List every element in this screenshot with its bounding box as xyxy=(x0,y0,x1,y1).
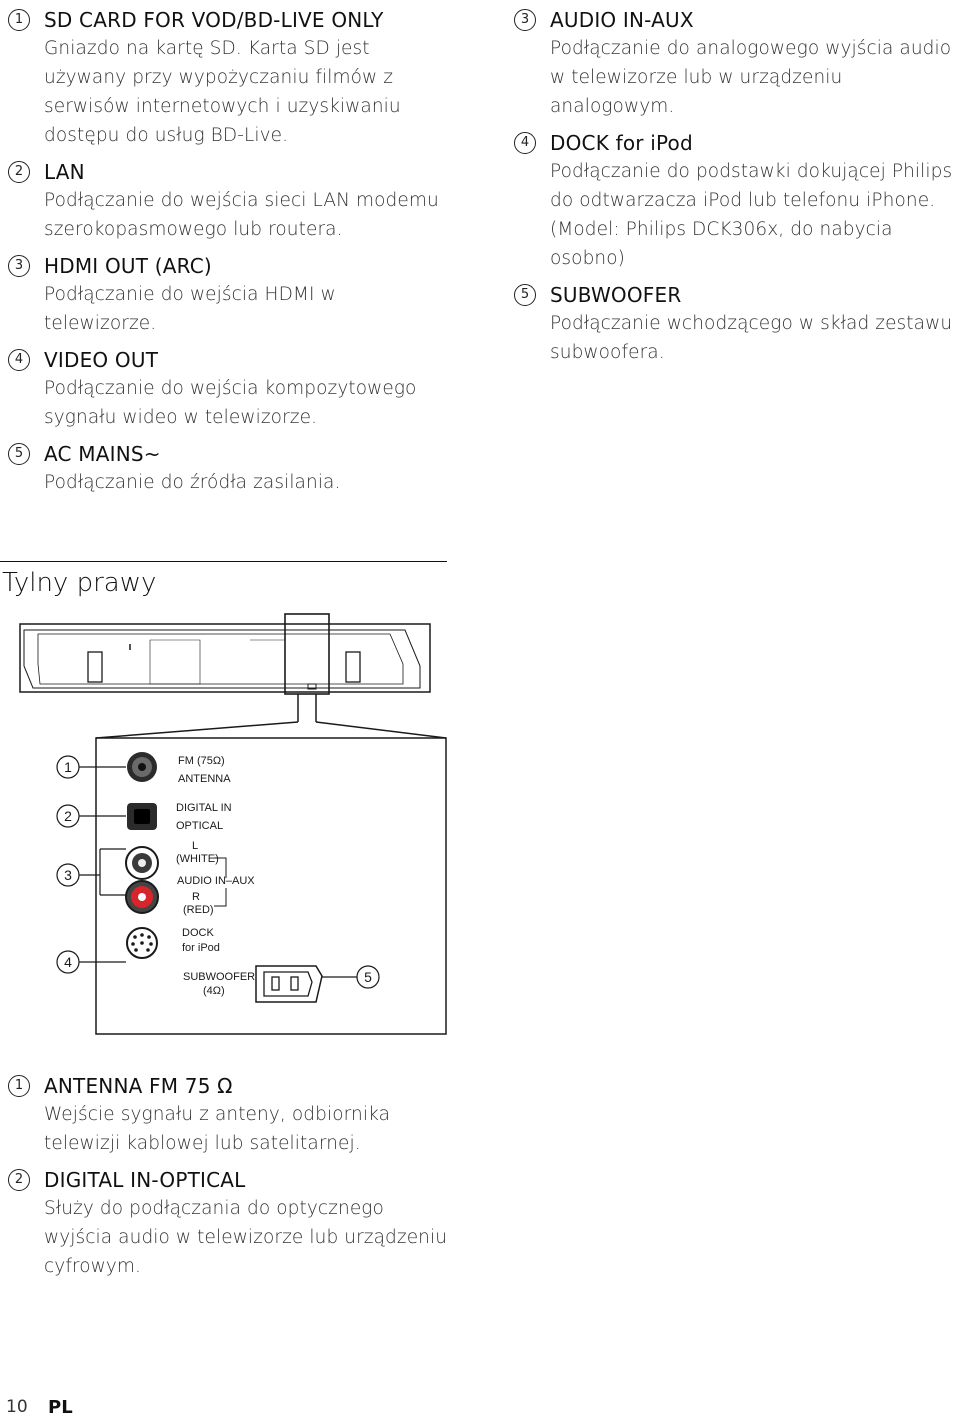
label-white: (WHITE) xyxy=(176,853,219,865)
callout-number: 1 xyxy=(8,9,30,31)
label-digital-in: DIGITAL IN xyxy=(176,802,232,814)
label-r: R xyxy=(192,891,200,903)
callout-3 xyxy=(57,864,79,886)
label-red: (RED) xyxy=(183,904,214,916)
connector-item-lan xyxy=(8,158,448,244)
item-title: DOCK for iPod xyxy=(550,131,693,155)
rca-white-jack xyxy=(126,847,158,879)
rear-panel-diagram xyxy=(0,604,450,1040)
connector-item-video-out xyxy=(8,346,448,432)
svg-text:5: 5 xyxy=(364,969,372,985)
left-column xyxy=(8,6,448,505)
subwoofer-socket xyxy=(256,966,322,1002)
label-fm: FM (75Ω) xyxy=(178,755,225,767)
item-description: Podłączanie do analogowego wyjścia audio w telewizorze lub w urządzeniu analogowym. xyxy=(550,38,952,117)
item-description: Podłączanie do źródła zasilania. xyxy=(44,472,341,493)
callout-number: 5 xyxy=(514,284,536,306)
callout-number: 2 xyxy=(8,161,30,183)
callout-number: 3 xyxy=(514,9,536,31)
callout-number: 5 xyxy=(8,443,30,465)
label-dock: DOCK xyxy=(182,927,214,939)
label-audio-in-aux: AUDIO IN–AUX xyxy=(177,875,255,887)
label-optical: OPTICAL xyxy=(176,820,224,832)
connector-item-audio-in-aux xyxy=(514,6,960,121)
unit-outline xyxy=(20,614,430,694)
callout-number: 4 xyxy=(514,132,536,154)
svg-text:2: 2 xyxy=(64,808,72,824)
callout-4 xyxy=(57,951,79,973)
connector-item-ac-mains xyxy=(8,440,448,497)
svg-text:4: 4 xyxy=(64,954,72,970)
callout-number: 2 xyxy=(8,1169,30,1191)
item-description: Podłączanie do wejścia HDMI w telewizorze. xyxy=(44,284,336,334)
bottom-column xyxy=(8,1072,448,1289)
page-number: 10 xyxy=(6,1397,28,1417)
callout-number: 1 xyxy=(8,1075,30,1097)
label-4-ohm: (4Ω) xyxy=(203,985,225,997)
connector-item-sd-card xyxy=(8,6,448,150)
section-title: Tylny prawy xyxy=(2,568,157,598)
item-title: HDMI OUT (ARC) xyxy=(44,254,212,278)
item-description: Podłączanie wchodzącego w skład zestawu subwoofera. xyxy=(550,313,953,363)
svg-text:3: 3 xyxy=(64,867,72,883)
callout-1 xyxy=(57,756,79,778)
item-title: VIDEO OUT xyxy=(44,348,159,372)
item-title: SUBWOOFER xyxy=(550,283,682,307)
item-title: AC MAINS~ xyxy=(44,442,161,466)
label-subwoofer: SUBWOOFER xyxy=(183,971,256,983)
connector-item-dock xyxy=(514,129,960,273)
dock-din-jack xyxy=(127,928,157,958)
callout-2 xyxy=(57,805,79,827)
fm-antenna-jack xyxy=(127,752,157,782)
item-title: LAN xyxy=(44,160,85,184)
connector-item-antenna-fm xyxy=(8,1072,448,1158)
connector-item-subwoofer xyxy=(514,281,960,367)
item-description: Gniazdo na kartę SD. Karta SD jest używany przy wypożyczaniu filmów z serwisów internetowych i uzyskiwaniu dostępu do usług BD-Live. xyxy=(44,38,401,146)
callout-number: 4 xyxy=(8,349,30,371)
right-column xyxy=(514,6,960,375)
connector-item-hdmi-out xyxy=(8,252,448,338)
label-antenna: ANTENNA xyxy=(178,773,231,785)
callout-number: 3 xyxy=(8,255,30,277)
svg-text:1: 1 xyxy=(64,759,72,775)
rear-panel-svg xyxy=(0,604,450,1040)
leader-lines xyxy=(96,694,446,738)
optical-jack xyxy=(127,803,157,830)
item-title: AUDIO IN-AUX xyxy=(550,8,694,32)
callout-5 xyxy=(357,966,379,988)
item-title: DIGITAL IN-OPTICAL xyxy=(44,1168,246,1192)
item-title: SD CARD FOR VOD/BD-LIVE ONLY xyxy=(44,8,384,32)
label-for-ipod: for iPod xyxy=(182,942,220,954)
item-description: Podłączanie do podstawki dokującej Philips do odtwarzacza iPod lub telefonu iPhone. (Model: Philips DCK306x, do nabycia osobno) xyxy=(550,161,953,269)
item-title: ANTENNA FM 75 Ω xyxy=(44,1074,233,1098)
item-description: Podłączanie do wejścia kompozytowego sygnału wideo w telewizorze. xyxy=(44,378,417,428)
section-divider xyxy=(0,561,447,562)
connector-item-digital-in xyxy=(8,1166,448,1281)
item-description: Wejście sygnału z anteny, odbiornika telewizji kablowej lub satelitarnej. xyxy=(44,1104,391,1154)
item-description: Służy do podłączania do optycznego wyjścia audio w telewizorze lub urządzeniu cyfrowym. xyxy=(44,1198,448,1277)
label-l: L xyxy=(192,840,199,852)
rca-red-jack xyxy=(126,881,158,913)
item-description: Podłączanie do wejścia sieci LAN modemu szerokopasmowego lub routera. xyxy=(44,190,439,240)
language-code: PL xyxy=(48,1397,73,1418)
